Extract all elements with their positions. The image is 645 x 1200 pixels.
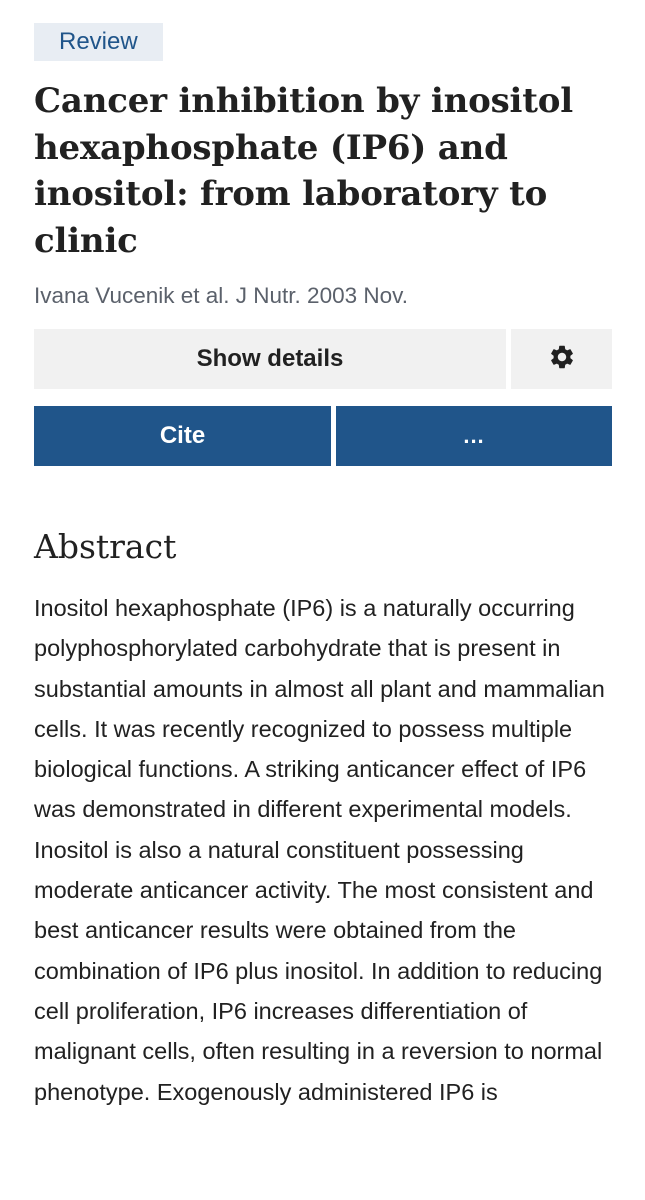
settings-button[interactable] [511,329,612,389]
details-actions-row [34,329,612,389]
article-page [34,23,612,1112]
primary-actions-row [34,406,612,466]
abstract-text: Inositol hexaphosphate (IP6) is a naturally occurring polyphosphorylated carbohydrate that is present in substantial amounts in almost all plant and mammalian cells. It was recently recognized to possess multiple biological functions. A striking anticancer effect of IP6 was demonstrated in different experimental models. Inositol is also a natural constituent possessing moderate anticancer activity. The most consistent and best anticancer results were obtained from the combination of IP6 plus inositol. In addition to reducing cell proliferation, IP6 increases differentiation of malignant cells, often resulting in a reversion to normal phenotype. Exogenously administered IP6 is [34,595,605,1105]
gear-icon [548,343,576,376]
show-details-button[interactable] [34,329,506,389]
more-actions-button[interactable] [336,406,612,466]
abstract-heading: Abstract [34,527,177,566]
article-type-badge: Review [34,23,163,61]
cite-button[interactable] [34,406,331,466]
cite-label: Cite [159,422,206,449]
article-title: Cancer inhibition by inositol hexaphosphate (IP6) and inositol: from laboratory to clinic [34,81,573,261]
more-actions-label: ... [463,423,485,448]
show-details-label: Show details [196,345,344,372]
article-byline[interactable]: Ivana Vucenik et al. J Nutr. 2003 Nov. [34,283,408,308]
